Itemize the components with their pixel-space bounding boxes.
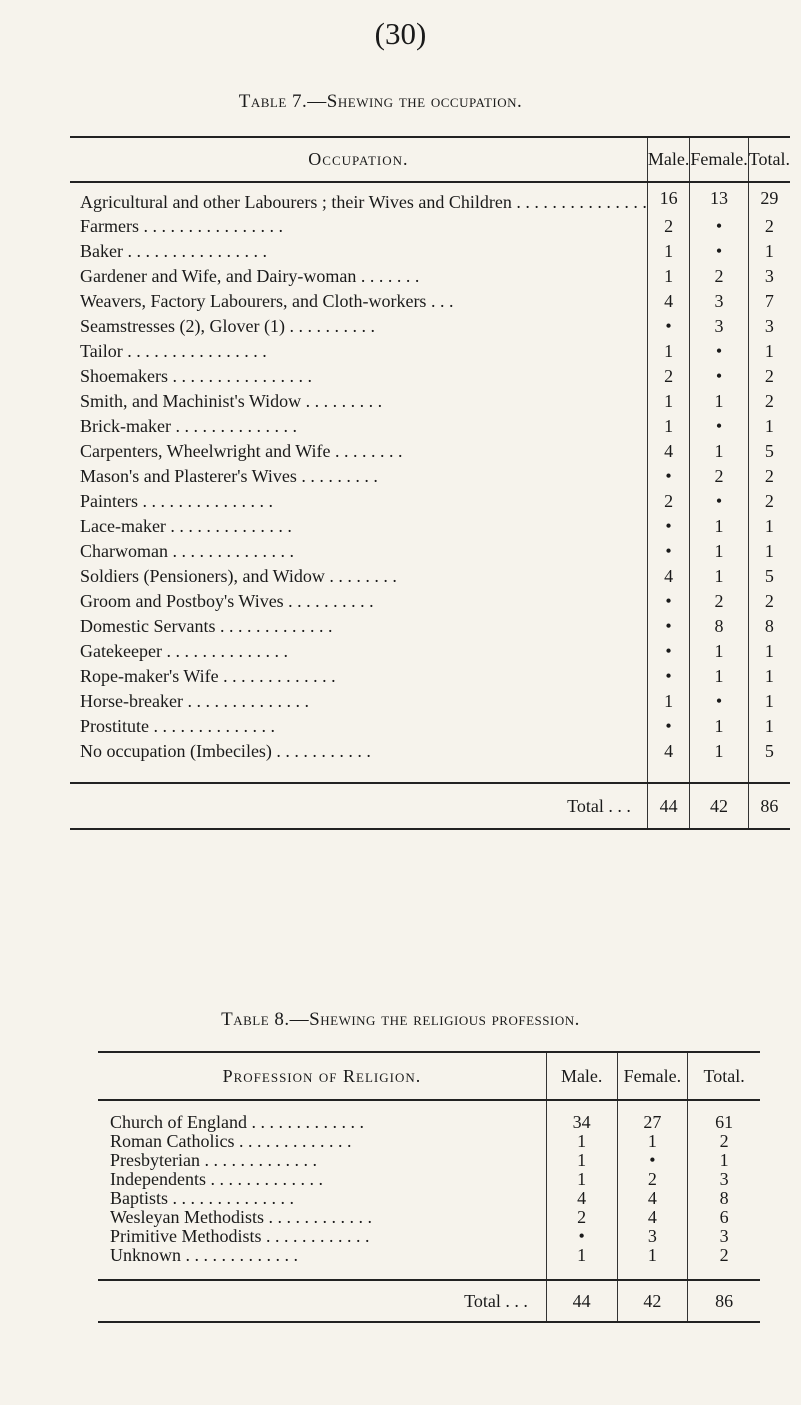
row-label: Prostitute . . . . . . . . . . . . . . <box>80 716 276 736</box>
total-cell: 1 <box>748 689 790 714</box>
female-cell: 1 <box>690 564 748 589</box>
table-row <box>70 389 790 414</box>
total-cell: 1 <box>748 239 790 264</box>
female-cell: • <box>617 1151 688 1170</box>
table8-caption <box>0 1009 801 1031</box>
row-label: Gardener and Wife, and Dairy-woman . . . . . . . <box>80 266 420 286</box>
male-cell: 4 <box>647 739 689 764</box>
male-cell: • <box>647 464 689 489</box>
table-row <box>98 1132 760 1151</box>
table7-caption-prefix: Table 7. <box>238 91 308 112</box>
total-cell: 3 <box>748 314 790 339</box>
total-female: 42 <box>617 1280 688 1322</box>
female-cell: • <box>690 364 748 389</box>
female-cell: 3 <box>690 289 748 314</box>
table-row <box>70 639 790 664</box>
total-female: 42 <box>690 783 748 829</box>
table-row <box>70 364 790 389</box>
total-cell: 29 <box>748 182 790 214</box>
total-row <box>70 783 790 829</box>
total-cell: 61 <box>688 1100 760 1132</box>
row-label: Weavers, Factory Labourers, and Cloth-workers . . . <box>80 291 454 311</box>
table8-caption-text: —Shewing the religious profession. <box>289 1009 580 1030</box>
row-label: Carpenters, Wheelwright and Wife . . . . . . . . <box>80 441 403 461</box>
male-cell: 1 <box>647 339 689 364</box>
total-cell: 3 <box>688 1170 760 1189</box>
total-header: Total. <box>748 137 790 182</box>
female-cell: 2 <box>690 589 748 614</box>
occupation-table <box>70 136 790 830</box>
male-cell: 1 <box>647 414 689 439</box>
female-cell: • <box>690 689 748 714</box>
female-header: Female. <box>617 1052 688 1100</box>
total-total: 86 <box>688 1280 760 1322</box>
total-cell: 2 <box>748 364 790 389</box>
table-row <box>70 514 790 539</box>
table-row <box>70 414 790 439</box>
row-label: Unknown . . . . . . . . . . . . . <box>110 1245 298 1265</box>
female-cell: 1 <box>617 1132 688 1151</box>
male-cell: 1 <box>546 1132 617 1151</box>
total-cell: 5 <box>748 439 790 464</box>
total-cell: 2 <box>748 214 790 239</box>
table-row <box>98 1189 760 1208</box>
row-label: Painters . . . . . . . . . . . . . . . <box>80 491 273 511</box>
table-header-row <box>98 1052 760 1100</box>
male-cell: • <box>647 639 689 664</box>
religion-table-body <box>98 1100 760 1322</box>
table-row <box>70 714 790 739</box>
occupation-header: Occupation. <box>70 137 647 182</box>
row-label: Agricultural and other Labourers ; their Wives and Children . . . . . . . . . . . . . . . <box>80 191 647 212</box>
total-total: 86 <box>748 783 790 829</box>
total-cell: 2 <box>688 1132 760 1151</box>
row-label: Baptists . . . . . . . . . . . . . . <box>110 1188 295 1208</box>
total-cell: 8 <box>688 1189 760 1208</box>
total-cell: 7 <box>748 289 790 314</box>
male-cell: 1 <box>647 689 689 714</box>
table-row <box>70 564 790 589</box>
table7-caption <box>0 91 781 113</box>
table-row <box>70 539 790 564</box>
male-cell: 4 <box>546 1189 617 1208</box>
table-row <box>98 1170 760 1189</box>
table-header-row <box>70 137 790 182</box>
row-label: Roman Catholics . . . . . . . . . . . . . <box>110 1131 352 1151</box>
total-cell: 5 <box>748 564 790 589</box>
row-label: Wesleyan Methodists . . . . . . . . . . . . <box>110 1207 373 1227</box>
table-row <box>70 214 790 239</box>
total-cell: 2 <box>748 389 790 414</box>
table-row <box>98 1208 760 1227</box>
female-cell: 8 <box>690 614 748 639</box>
table-row <box>70 664 790 689</box>
male-cell: 34 <box>546 1100 617 1132</box>
female-cell: 27 <box>617 1100 688 1132</box>
row-label: Soldiers (Pensioners), and Widow . . . . . . . . <box>80 566 397 586</box>
table-row <box>98 1151 760 1170</box>
male-cell: 4 <box>647 439 689 464</box>
male-cell: 2 <box>647 214 689 239</box>
table-row <box>70 589 790 614</box>
female-cell: • <box>690 214 748 239</box>
male-cell: • <box>647 664 689 689</box>
male-cell: 2 <box>546 1208 617 1227</box>
row-label: Gatekeeper . . . . . . . . . . . . . . <box>80 641 288 661</box>
row-label: Mason's and Plasterer's Wives . . . . . . . . . <box>80 466 378 486</box>
male-cell: • <box>647 539 689 564</box>
total-cell: 1 <box>748 639 790 664</box>
total-cell: 1 <box>688 1151 760 1170</box>
row-label: Charwoman . . . . . . . . . . . . . . <box>80 541 294 561</box>
female-cell: 3 <box>690 314 748 339</box>
page-number: (30) <box>374 16 427 51</box>
male-header: Male. <box>546 1052 617 1100</box>
row-label: Church of England . . . . . . . . . . . . . <box>110 1112 364 1132</box>
religion-table <box>98 1051 760 1323</box>
table7-caption-text: —Shewing the occupation. <box>307 91 523 112</box>
table-row <box>70 239 790 264</box>
row-label: Horse-breaker . . . . . . . . . . . . . . <box>80 691 309 711</box>
female-cell: 1 <box>690 639 748 664</box>
male-cell: 4 <box>647 564 689 589</box>
total-cell: 5 <box>748 739 790 764</box>
total-cell: 1 <box>748 539 790 564</box>
total-cell: 1 <box>748 714 790 739</box>
female-cell: • <box>690 414 748 439</box>
profession-header: Profession of Religion. <box>98 1052 546 1100</box>
male-cell: 1 <box>647 264 689 289</box>
row-label: Smith, and Machinist's Widow . . . . . . . . . <box>80 391 383 411</box>
male-cell: • <box>647 714 689 739</box>
female-cell: 1 <box>690 664 748 689</box>
female-cell: 2 <box>690 464 748 489</box>
male-cell: • <box>647 589 689 614</box>
female-cell: 3 <box>617 1227 688 1246</box>
male-cell: 2 <box>647 489 689 514</box>
male-cell: • <box>647 614 689 639</box>
total-cell: 1 <box>748 664 790 689</box>
male-cell: 2 <box>647 364 689 389</box>
row-label: Shoemakers . . . . . . . . . . . . . . . . <box>80 366 312 386</box>
female-cell: • <box>690 239 748 264</box>
row-label: Seamstresses (2), Glover (1) . . . . . . . . . . <box>80 316 375 336</box>
table-row <box>70 182 790 214</box>
female-cell: 13 <box>690 182 748 214</box>
total-cell: 8 <box>748 614 790 639</box>
female-cell: 1 <box>690 714 748 739</box>
row-label: Domestic Servants . . . . . . . . . . . . . <box>80 616 333 636</box>
male-cell: • <box>546 1227 617 1246</box>
table-row <box>70 264 790 289</box>
total-cell: 2 <box>748 589 790 614</box>
female-cell: 1 <box>690 439 748 464</box>
total-label: Total . . . <box>70 783 647 829</box>
row-label: Rope-maker's Wife . . . . . . . . . . . . . <box>80 666 336 686</box>
female-cell: 1 <box>617 1246 688 1265</box>
total-row <box>98 1280 760 1322</box>
total-cell: 1 <box>748 514 790 539</box>
female-cell: 1 <box>690 539 748 564</box>
row-label: Primitive Methodists . . . . . . . . . . . . <box>110 1226 370 1246</box>
male-cell: 16 <box>647 182 689 214</box>
row-label: Lace-maker . . . . . . . . . . . . . . <box>80 516 292 536</box>
row-label: Baker . . . . . . . . . . . . . . . . <box>80 241 267 261</box>
male-cell: 1 <box>546 1151 617 1170</box>
female-header: Female. <box>690 137 748 182</box>
total-cell: 6 <box>688 1208 760 1227</box>
total-cell: 2 <box>748 489 790 514</box>
total-cell: 1 <box>748 339 790 364</box>
male-cell: 4 <box>647 289 689 314</box>
table-row <box>70 614 790 639</box>
female-cell: 2 <box>690 264 748 289</box>
female-cell: 1 <box>690 514 748 539</box>
table-row <box>98 1227 760 1246</box>
female-cell: 1 <box>690 389 748 414</box>
total-cell: 3 <box>688 1227 760 1246</box>
male-cell: • <box>647 314 689 339</box>
spacer-row <box>70 764 790 783</box>
female-cell: 1 <box>690 739 748 764</box>
female-cell: 4 <box>617 1189 688 1208</box>
total-cell: 2 <box>748 464 790 489</box>
total-cell: 1 <box>748 414 790 439</box>
table-row <box>70 439 790 464</box>
table-row <box>70 739 790 764</box>
table-row <box>70 489 790 514</box>
table-row <box>70 689 790 714</box>
row-label: Tailor . . . . . . . . . . . . . . . . <box>80 341 267 361</box>
row-label: Independents . . . . . . . . . . . . . <box>110 1169 323 1189</box>
row-label: Presbyterian . . . . . . . . . . . . . <box>110 1150 317 1170</box>
total-cell: 3 <box>748 264 790 289</box>
occupation-table-body <box>70 182 790 829</box>
row-label: Groom and Postboy's Wives . . . . . . . . . . <box>80 591 374 611</box>
female-cell: 2 <box>617 1170 688 1189</box>
total-label: Total . . . <box>98 1280 546 1322</box>
male-cell: • <box>647 514 689 539</box>
male-cell: 1 <box>546 1246 617 1265</box>
total-cell: 2 <box>688 1246 760 1265</box>
table-row <box>70 289 790 314</box>
row-label: Farmers . . . . . . . . . . . . . . . . <box>80 216 283 236</box>
table-row <box>98 1246 760 1265</box>
table-row <box>70 314 790 339</box>
female-cell: • <box>690 489 748 514</box>
table-row <box>98 1100 760 1132</box>
male-cell: 1 <box>647 389 689 414</box>
table-row <box>70 464 790 489</box>
spacer-row <box>98 1265 760 1280</box>
female-cell: 4 <box>617 1208 688 1227</box>
male-cell: 1 <box>546 1170 617 1189</box>
male-header: Male. <box>647 137 689 182</box>
table8-caption-prefix: Table 8. <box>221 1009 290 1030</box>
female-cell: • <box>690 339 748 364</box>
row-label: No occupation (Imbeciles) . . . . . . . . . . . <box>80 741 371 761</box>
total-male: 44 <box>647 783 689 829</box>
total-male: 44 <box>546 1280 617 1322</box>
table-row <box>70 339 790 364</box>
total-header: Total. <box>688 1052 760 1100</box>
male-cell: 1 <box>647 239 689 264</box>
row-label: Brick-maker . . . . . . . . . . . . . . <box>80 416 297 436</box>
